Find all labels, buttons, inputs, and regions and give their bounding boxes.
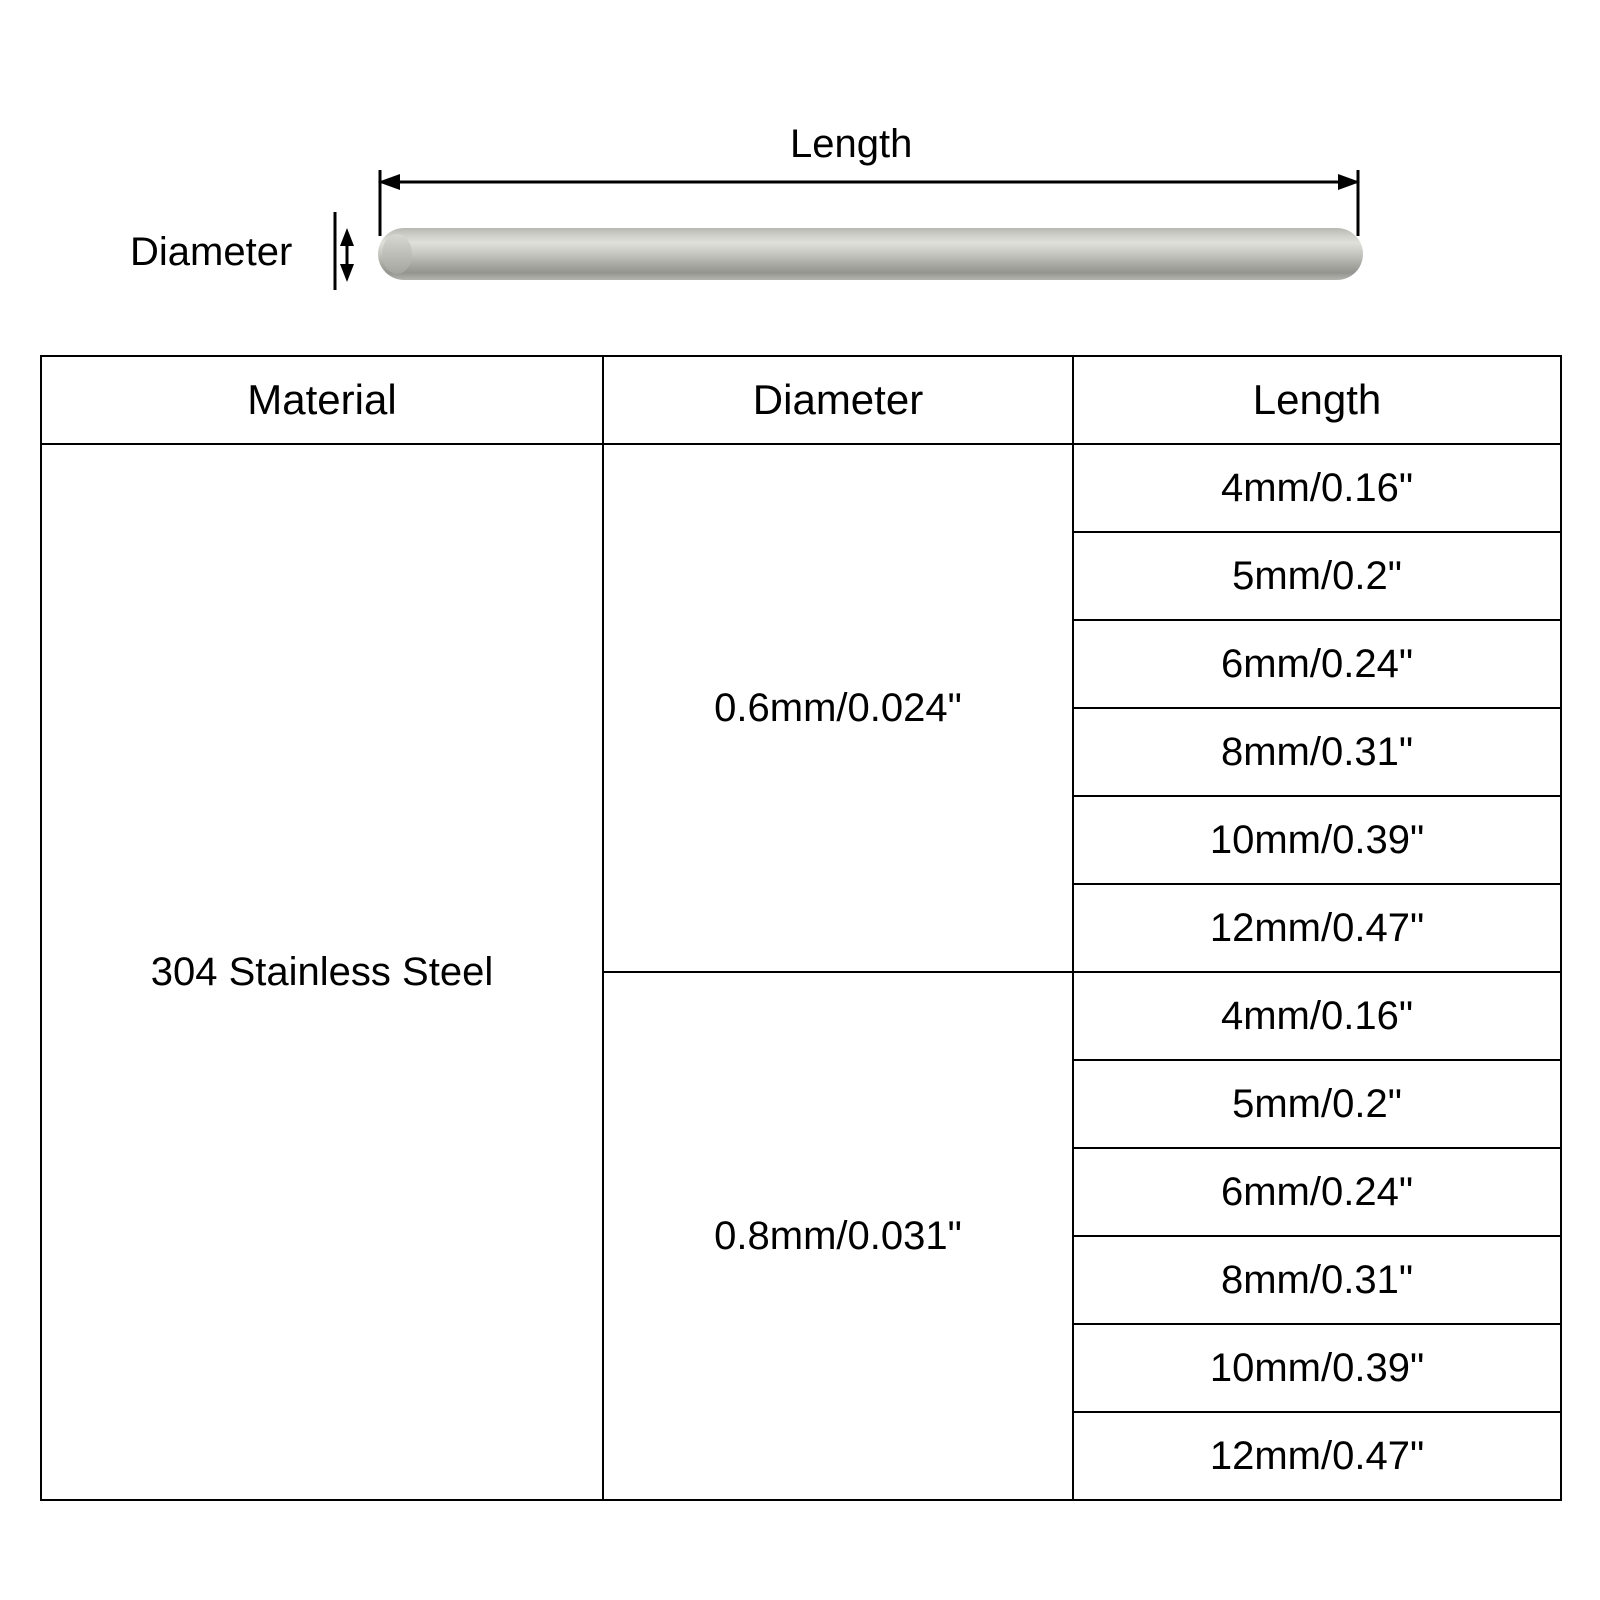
header-length: Length: [1073, 356, 1561, 444]
length-cell: 8mm/0.31": [1073, 1236, 1561, 1324]
diameter-dimension-label: Diameter: [130, 230, 293, 274]
header-material: Material: [41, 356, 603, 444]
length-cell: 12mm/0.47": [1073, 884, 1561, 972]
length-cell: 10mm/0.39": [1073, 1324, 1561, 1412]
dimension-arrows: [0, 0, 1600, 350]
length-cell: 6mm/0.24": [1073, 1148, 1561, 1236]
stainless-steel-pin-illustration: [378, 228, 1363, 280]
specification-table: [40, 355, 1562, 1501]
length-cell: 5mm/0.2": [1073, 1060, 1561, 1148]
length-dimension-label: Length: [790, 122, 913, 166]
length-cell: 4mm/0.16": [1073, 972, 1561, 1060]
product-dimension-diagram: [0, 0, 1600, 350]
length-cell: 6mm/0.24": [1073, 620, 1561, 708]
length-cell-selected: 10mm/0.39": [1073, 796, 1561, 884]
length-cell: 8mm/0.31": [1073, 708, 1561, 796]
table-row: [41, 444, 1561, 532]
material-cell: 304 Stainless Steel: [41, 444, 603, 1500]
length-cell: 4mm/0.16": [1073, 444, 1561, 532]
diameter-cell-group-2: 0.8mm/0.031": [603, 972, 1073, 1500]
table-header-row: [41, 356, 1561, 444]
length-cell: 5mm/0.2": [1073, 532, 1561, 620]
diameter-cell-group-1: 0.6mm/0.024": [603, 444, 1073, 972]
header-diameter: Diameter: [603, 356, 1073, 444]
length-cell: 12mm/0.47": [1073, 1412, 1561, 1500]
